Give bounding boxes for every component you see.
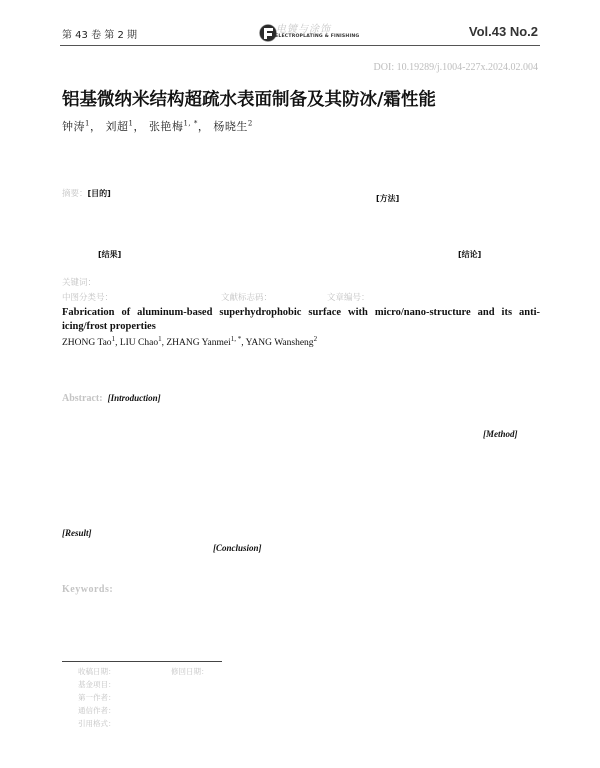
abstract-cn-label: 摘要： [62,189,88,199]
author-en: ZHONG Tao [62,338,112,348]
authors-en: ZHONG Tao$^1$, LIU Chao$^1$, ZHANG Yanmei$^{1, *}$, YANG Wansheng$^2$ [62,334,318,348]
issue-info-cn: 第 43 卷 第 2 期 [62,30,137,41]
author-en: YANG Wansheng [245,338,314,348]
corresponding-author-label: 通信作者： [78,706,116,715]
author-cn: 杨晓生 [213,120,248,133]
abstract-en-conclusion: [Conclusion] [213,543,262,553]
abstract-en-introduction: [Introduction] [107,393,161,403]
fund-label: 基金项目： [78,680,116,689]
author-cn: 刘超 [105,120,129,133]
abstract-en-method: [Method] [483,429,518,439]
clc-label: 中图分类号： [62,293,114,303]
title-cn: 铝基微纳米结构超疏水表面制备及其防冰/霜性能 [62,90,436,110]
author-affiliation: 1 [158,334,162,343]
citation-label: 引用格式： [78,719,116,728]
abstract-cn-result: [结果] [98,250,122,259]
abstract-cn-conclusion: [结论] [458,250,482,259]
author-en: ZHANG Yanmei [166,338,231,348]
author-affiliation: 2 [247,119,253,128]
footnote-divider [62,661,222,662]
doi: DOI: 10.19289/j.1004-227x.2024.02.004 [373,62,538,73]
abstract-en-result: [Result] [62,528,92,538]
author-cn: 钟涛 [62,120,85,133]
revised-date-label: 修回日期： [171,667,209,676]
author-cn: 张艳梅 [148,120,184,133]
author-affiliation: 1 [111,334,116,343]
doc-code-label: 文献标志码： [221,293,273,303]
keywords-en-label: Keywords: [62,584,114,595]
author-en: LIU Chao [119,338,159,348]
abstract-cn-method: [方法] [376,194,400,203]
header-divider [60,45,540,46]
author-affiliation: 2 [313,334,318,343]
abstract-cn-line [62,181,111,200]
title-en: Fabrication of aluminum-based superhydrophobic surface with micro/nano-structure and its anti-icing/frost properties [62,307,540,332]
journal-logo-cn: 电镀与涂饰 [276,24,331,35]
received-date-label: 收稿日期： [78,667,116,676]
issue-info-en: Vol.43 No.2 [468,24,538,39]
abstract-cn-objective: [目的] [87,189,111,198]
authors-cn: 钟涛$^1$， 刘超$^1$， 张艳梅$^{1, *}$， 杨晓生$^2$ [62,119,253,133]
author-affiliation: 1 [128,119,134,128]
abstract-en-label: Abstract: [62,393,103,404]
abstract-en-line [62,386,161,405]
journal-logo-en: ELECTROPLATING & FINISHING [275,34,360,39]
author-affiliation: 1, * [230,334,242,343]
first-author-label: 第一作者： [78,693,116,702]
author-affiliation: 1 [85,119,90,128]
author-affiliation: 1, * [183,119,198,128]
keywords-cn-label: 关键词： [62,278,97,288]
article-no-label: 文章编号： [327,293,370,303]
